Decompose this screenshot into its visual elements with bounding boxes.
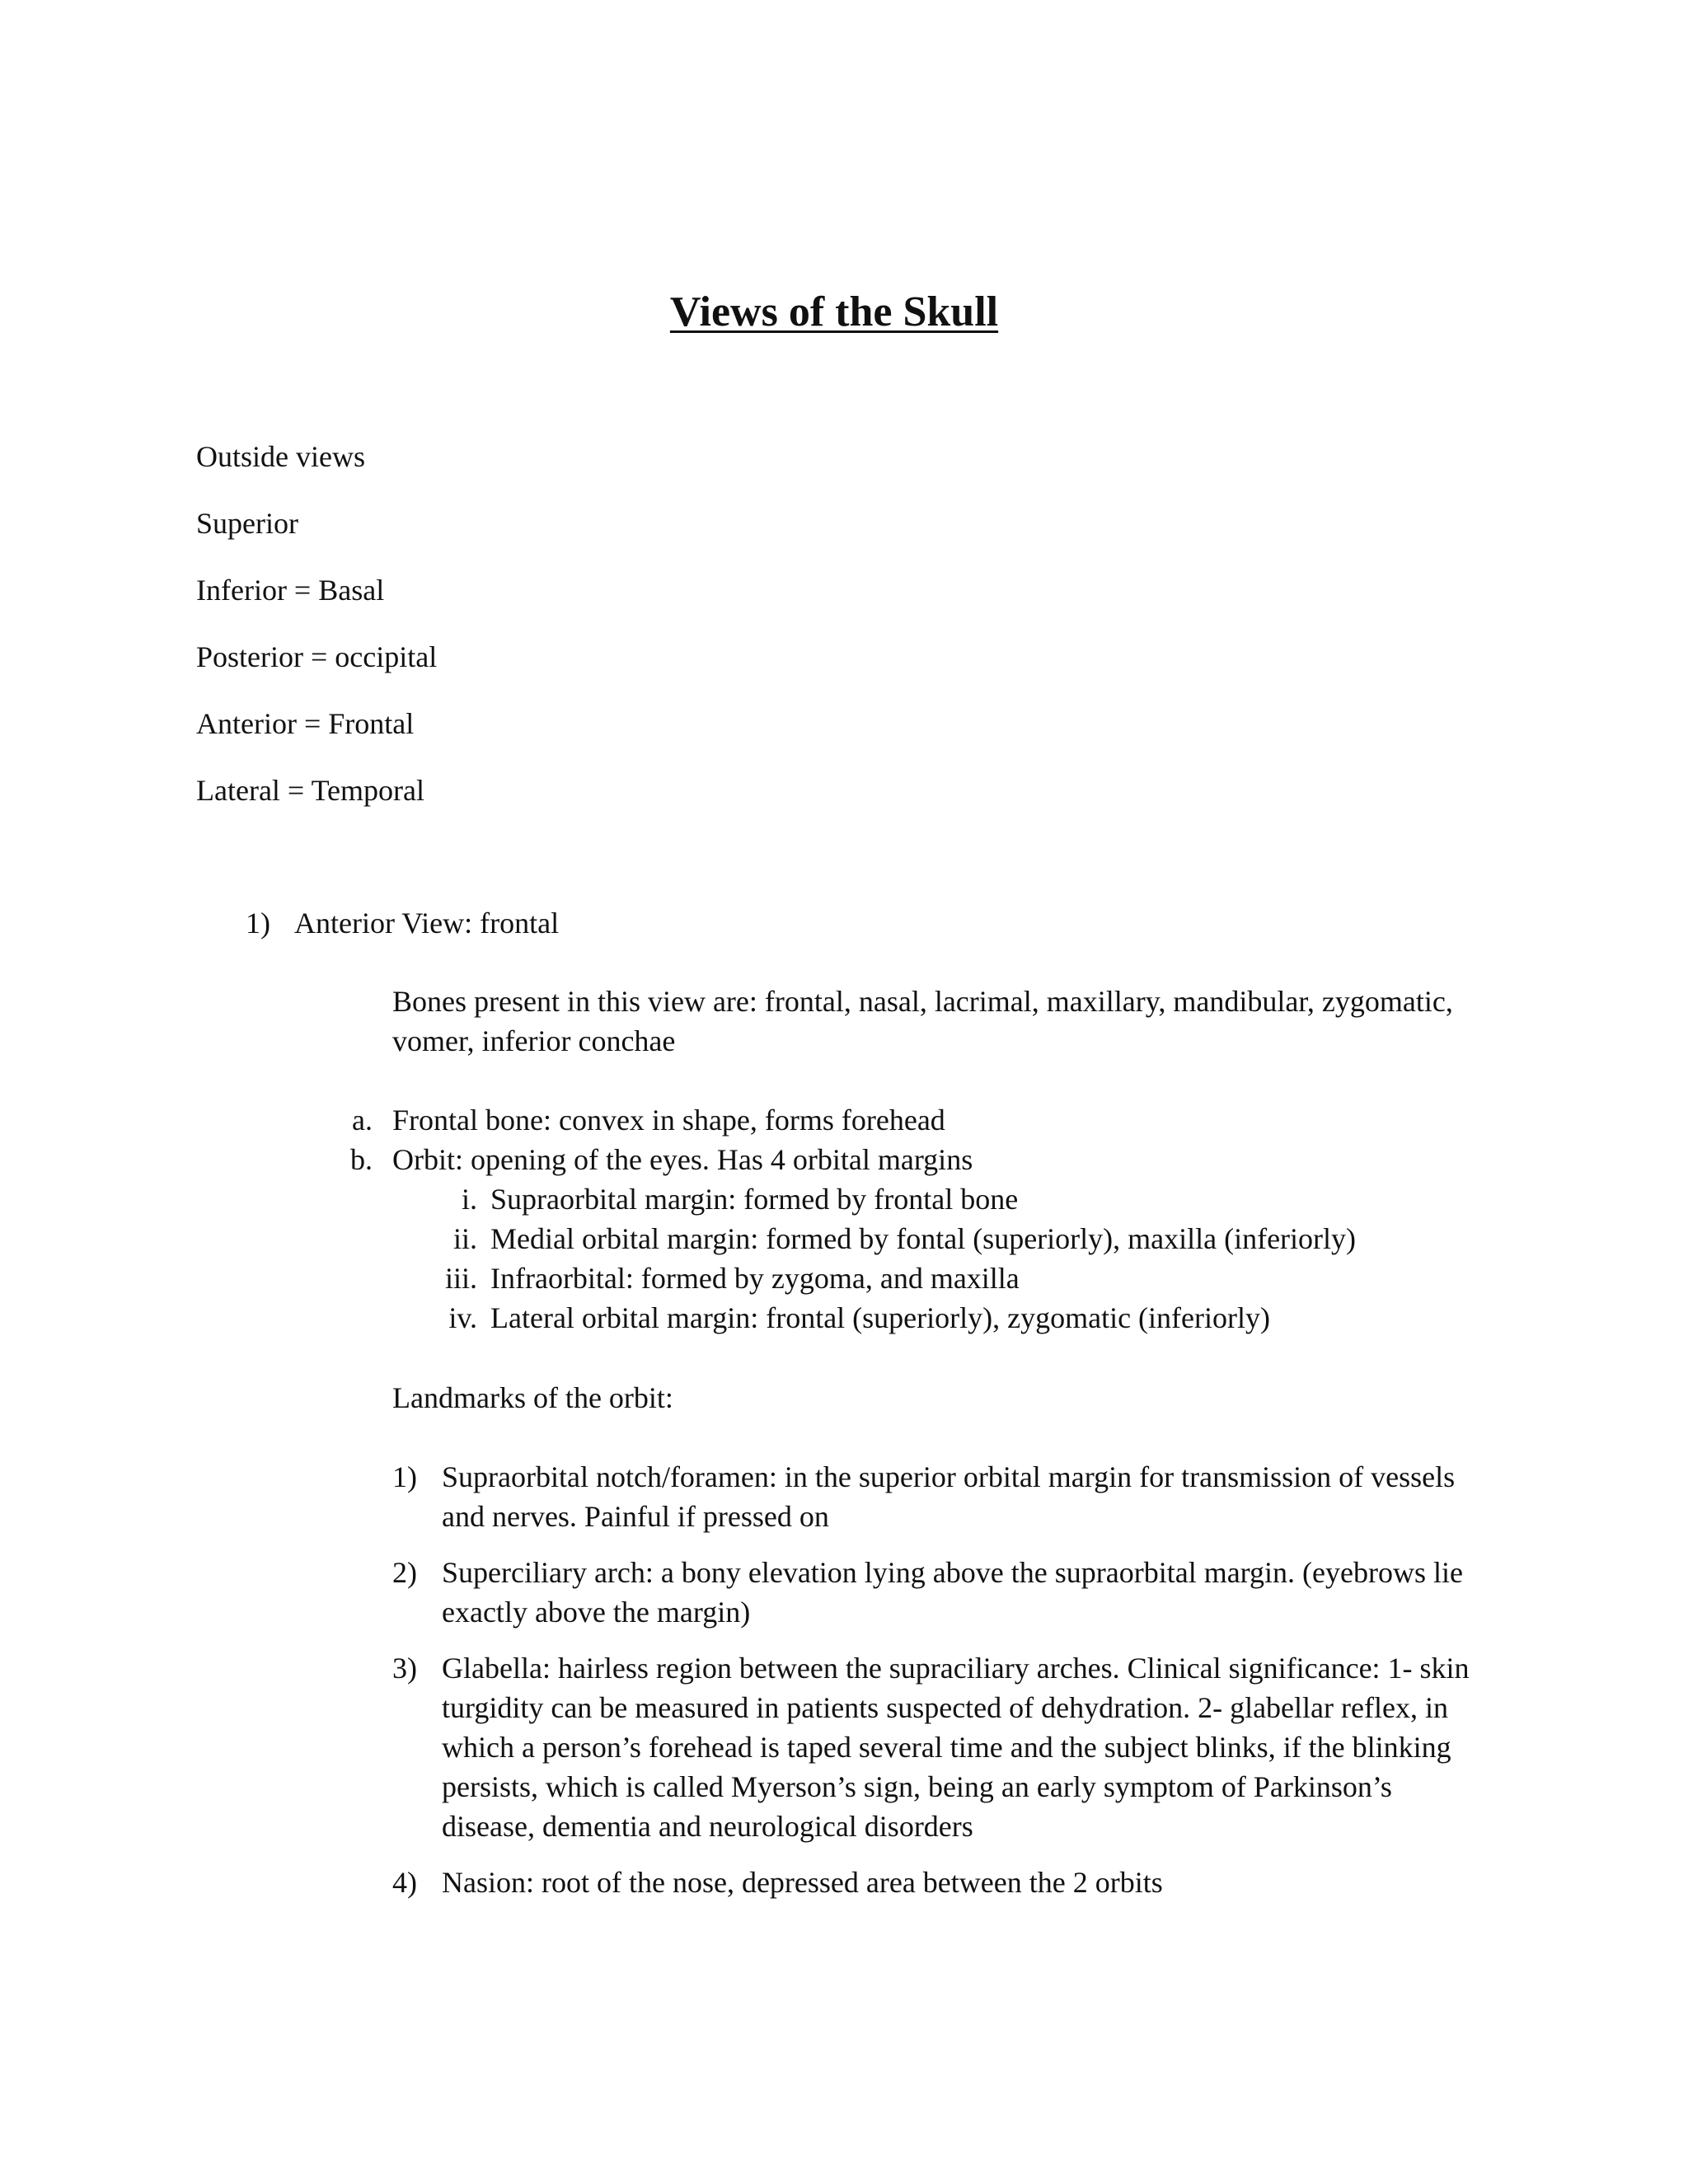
landmark-item [392,1553,1489,1632]
list-item-text: Orbit: opening of the eyes. Has 4 orbital margins [392,1143,973,1176]
list-item-text: Superciliary arch: a bony elevation lying above the supraorbital margin. (eyebrows lie exactly above the margin) [442,1556,1463,1629]
list-item-text: Glabella: hairless region between the supraciliary arches. Clinical significance: 1- skin turgidity can be measured in patients suspected of dehydration. 2- glabellar reflex, in which a person’s forehead is taped several time and the subject blinks, if the blinking persists, which is called Myerson’s sign, being an early symptom of Parkinson’s disease, dementia and neurological disorders [442,1652,1470,1843]
outside-view-item: Superior [196,507,298,540]
outside-views-heading: Outside views [196,440,365,473]
list-marker: iii. [444,1262,477,1295]
roman-item [452,1219,1479,1258]
lettered-item [350,1140,1489,1179]
list-marker: a. [352,1104,373,1137]
list-item-text: Infraorbital: formed by zygoma, and maxilla [490,1262,1020,1295]
outside-view-item: Lateral = Temporal [196,774,424,807]
list-item-text: Supraorbital margin: formed by frontal bone [490,1183,1019,1216]
list-marker: i. [461,1183,477,1216]
outside-view-item: Posterior = occipital [196,640,438,673]
list-marker: iv. [448,1301,477,1334]
landmark-item [392,1457,1489,1536]
list-item-text: Supraorbital notch/foramen: in the superior orbital margin for transmission of vessels and nerves. Painful if pressed on [442,1460,1456,1533]
list-marker: 3) [392,1652,417,1685]
lettered-item [352,1100,1489,1140]
list-marker: 4) [392,1866,417,1899]
list-item-text: Lateral orbital margin: frontal (superiorly), zygomatic (inferiorly) [490,1301,1270,1334]
bones-intro-paragraph: Bones present in this view are: frontal, nasal, lacrimal, maxillary, mandibular, zygomatic, vomer, inferior conchae [392,985,1453,1057]
outside-view-item: Inferior = Basal [196,574,385,607]
list-marker: b. [350,1143,373,1176]
landmarks-heading: Landmarks of the orbit: [392,1381,673,1414]
roman-item [448,1298,1479,1338]
roman-item [461,1179,1479,1219]
landmark-item [392,1648,1489,1846]
list-marker: ii. [452,1222,477,1255]
landmark-item [392,1863,1489,1902]
list-item-text: Frontal bone: convex in shape, forms forehead [392,1104,945,1137]
outside-view-item: Anterior = Frontal [196,707,415,740]
list-item-text: Nasion: root of the nose, depressed area between the 2 orbits [442,1866,1163,1899]
section-heading: Anterior View: frontal [294,907,560,940]
list-item-text: Medial orbital margin: formed by fontal (superiorly), maxilla (inferiorly) [490,1222,1357,1255]
document-title: Views of the Skull [669,288,999,335]
list-marker: 1) [392,1460,417,1493]
section-number: 1) [246,907,270,940]
list-marker: 2) [392,1556,417,1589]
roman-item [444,1258,1479,1298]
